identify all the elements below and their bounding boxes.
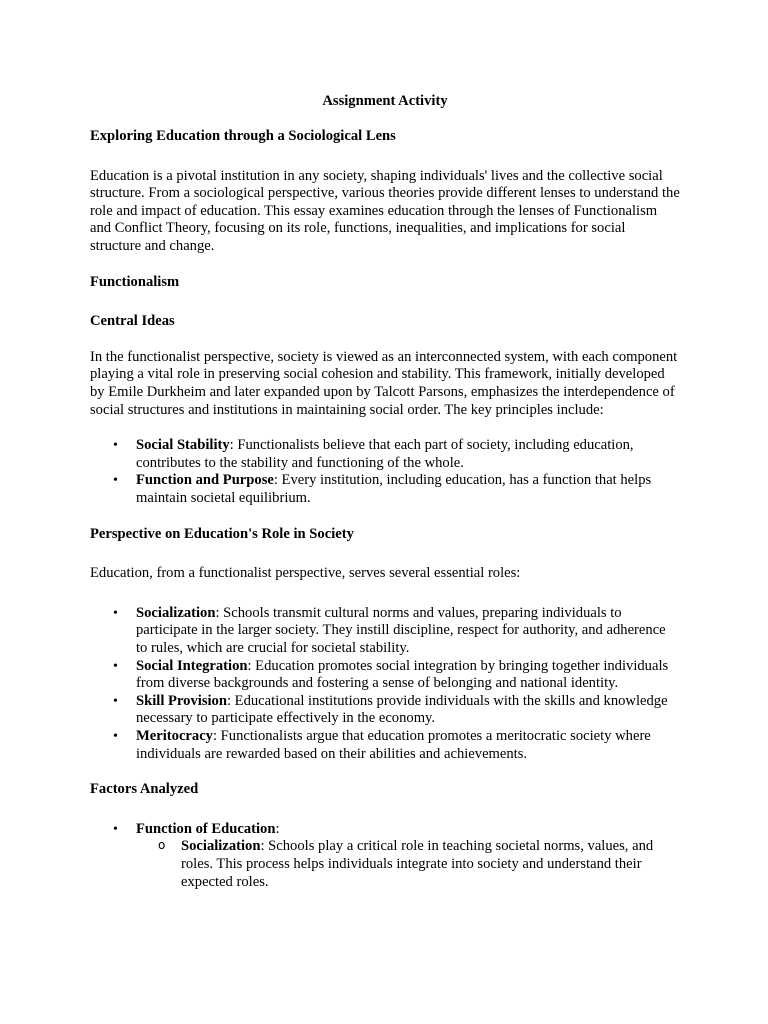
factors-sublist — [136, 838, 680, 891]
list-item-text: : Education promotes social integration by bringing together individuals from diverse backgrounds and fostering a sense of belonging and national identity. — [136, 657, 669, 692]
role-heading: Perspective on Education's Role in Society — [90, 525, 354, 542]
list-item-term: Skill Provision — [136, 692, 227, 709]
list-item-term: Social Integration — [136, 657, 248, 674]
bullet-icon: • — [113, 473, 118, 489]
role-list — [90, 605, 680, 763]
central-ideas-paragraph: In the functionalist perspective, society is viewed as an interconnected system, with each component playing a vital role in preserving social cohesion and stability. This framework, initially developed by Emile Durkheim and later expanded upon by Talcott Parsons, emphasizes the interdependence of social structures and institutions in maintaining social order. The key principles include: — [90, 348, 678, 418]
list-item — [113, 820, 680, 891]
central-ideas-heading: Central Ideas — [90, 313, 175, 330]
bullet-icon: • — [113, 821, 118, 837]
list-item — [113, 437, 680, 472]
list-item-text: : Functionalists believe that each part of society, including education, contributes to the stability and functioning of the whole. — [136, 437, 634, 471]
sub-list-item — [158, 838, 680, 891]
bullet-icon: • — [113, 693, 118, 709]
intro-paragraph: Education is a pivotal institution in any society, shaping individuals' lives and the collective social structure. From a sociological perspective, various theories provide different lenses to understand the role and impact of education. This essay examines education through the lenses of Functionalism and Conflict Theory, focusing on its role, functions, inequalities, and implications for social structure and change. — [90, 167, 680, 255]
list-item-term: Function of Education — [136, 820, 276, 837]
circle-bullet-icon: o — [158, 838, 166, 853]
list-item-text: : — [275, 820, 280, 837]
bullet-icon: • — [113, 438, 118, 454]
functionalism-heading: Functionalism — [90, 273, 180, 290]
list-item — [113, 727, 680, 763]
sub-list-item-text: : Schools play a critical role in teaching societal norms, values, and roles. This process helps individuals integrate into society and understand their expected roles. — [181, 838, 654, 890]
bullet-icon: • — [113, 658, 118, 674]
list-item-text: : Every institution, including education, has a function that helps maintain societal equilibrium. — [136, 472, 652, 506]
list-item — [113, 472, 680, 507]
list-item-text: : Functionalists argue that education promotes a meritocratic society where individuals are rewarded based on their abilities and achievements. — [136, 727, 651, 762]
list-item — [113, 604, 680, 658]
list-item-term: Function and Purpose — [136, 472, 274, 489]
list-item-text: : Educational institutions provide individuals with the skills and knowledge necessary to participate effectively in the economy. — [136, 692, 668, 727]
list-item-term: Socialization — [136, 604, 216, 621]
list-item-term: Meritocracy — [136, 727, 213, 744]
document-page — [90, 93, 680, 891]
list-item-text: : Schools transmit cultural norms and values, preparing individuals to participate in the larger society. They instill discipline, respect for authority, and adherence to rules, which are crucial for societal stability. — [136, 604, 666, 656]
document-title: Assignment Activity — [322, 93, 448, 109]
role-paragraph: Education, from a functionalist perspective, serves several essential roles: — [90, 565, 521, 582]
list-item — [113, 657, 680, 693]
bullet-icon: • — [113, 605, 118, 621]
document-subtitle: Exploring Education through a Sociological Lens — [90, 128, 396, 145]
factors-list — [90, 821, 680, 891]
sub-list-item-term: Socialization — [181, 838, 261, 855]
factors-heading: Factors Analyzed — [90, 781, 199, 798]
list-item-term: Social Stability — [136, 437, 230, 454]
central-ideas-list — [90, 437, 680, 507]
bullet-icon: • — [113, 728, 118, 744]
list-item — [113, 692, 680, 728]
